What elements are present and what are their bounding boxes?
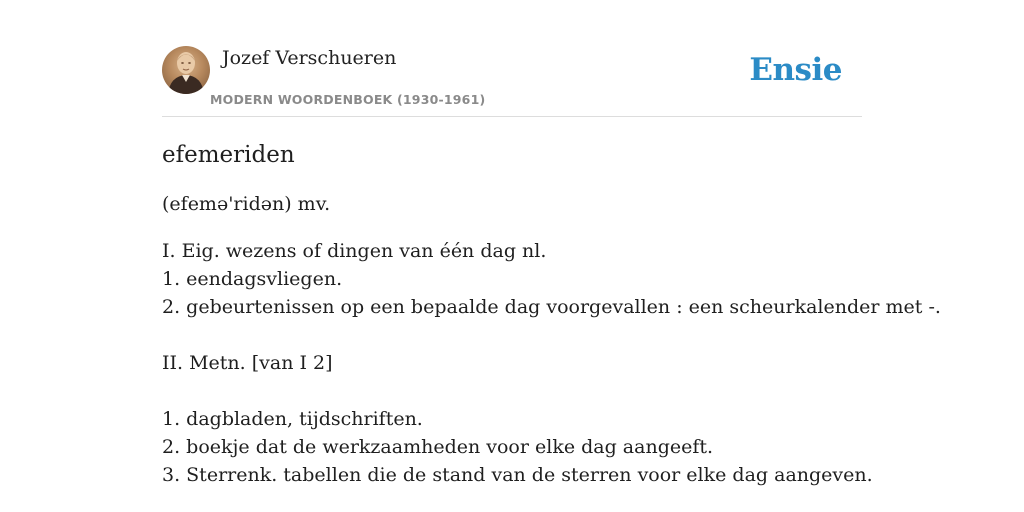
- entry-headword: efemeriden: [162, 142, 295, 168]
- blank-line: [162, 321, 882, 349]
- definition-line: 2. boekje dat de werkzaamheden voor elke dag aangeeft.: [162, 436, 714, 458]
- definition-line: 1. dagbladen, tijdschriften.: [162, 408, 423, 430]
- blank-line: [162, 377, 882, 405]
- definition-line: II. Metn. [van I 2]: [162, 352, 333, 374]
- ensie-logo[interactable]: Ensie: [749, 52, 842, 88]
- source-dictionary[interactable]: MODERN WOORDENBOEK (1930-1961): [210, 92, 486, 107]
- entry-definition: [162, 237, 941, 489]
- definition-line: 1. eendagsvliegen.: [162, 268, 343, 290]
- author-name[interactable]: Jozef Verschueren: [222, 47, 397, 69]
- header: [162, 46, 862, 117]
- author-avatar[interactable]: [162, 46, 210, 94]
- portrait-icon: [162, 46, 210, 94]
- definition-line: 2. gebeurtenissen op een bepaalde dag voorgevallen : een scheurkalender met -.: [162, 296, 941, 318]
- definition-line: I. Eig. wezens of dingen van één dag nl.: [162, 240, 547, 262]
- definition-line: 3. Sterrenk. tabellen die de stand van de sterren voor elke dag aangeven.: [162, 464, 873, 486]
- entry-pronunciation: (efemə'ridən) mv.: [162, 193, 331, 215]
- entry-content: [162, 140, 941, 489]
